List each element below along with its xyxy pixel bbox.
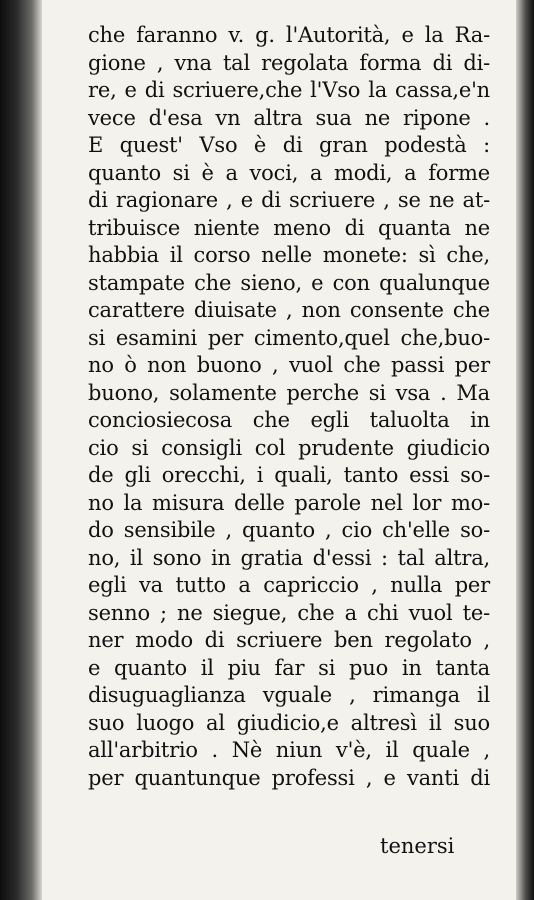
text-line: senno ; ne siegue, che a chi vuol te- — [88, 600, 490, 625]
text-line: carattere diuisate , non consente che — [88, 298, 490, 322]
text-line: all'arbitrio . Nè niun v'è, il quale , — [88, 738, 490, 762]
binding-shadow-left — [0, 0, 42, 900]
text-line: de gli orecchi, i quali, tanto essi so- — [88, 463, 490, 487]
text-line: che faranno v. g. l'Autorità, e la Ra- — [88, 23, 490, 47]
text-line: E quest' Vso è di gran podestà : — [88, 133, 490, 157]
text-line: re, e di scriuere,che l'Vso la cassa,e'n — [88, 78, 490, 102]
text-line: cio si consigli col prudente giudicio — [88, 435, 490, 460]
text-line: no, il sono in gratia d'essi : tal altra, — [88, 545, 490, 570]
text-line: suo luogo al giudicio,e altresì il suo — [88, 710, 490, 735]
text-line: stampate che sieno, e con qualunque — [88, 270, 490, 295]
text-line: ner modo di scriuere ben regolato , — [88, 628, 490, 652]
text-line: tribuisce niente meno di quanta ne — [88, 215, 490, 240]
text-line: egli va tutto a capriccio , nulla per — [88, 573, 490, 597]
text-line: no ò non buono , vuol che passi per — [88, 353, 490, 377]
text-line: habbia il corso nelle monete: sì che, — [88, 243, 490, 267]
text-line: no la misura delle parole nel lor mo- — [88, 490, 490, 515]
text-line: si esamini per cimento,quel che,buo- — [88, 325, 490, 350]
text-line: e quanto il piu far si puo in tanta — [88, 655, 490, 680]
text-line: buono, solamente perche si vsa . Ma — [88, 380, 490, 405]
text-line: do sensibile , quanto , cio ch'elle so- — [88, 518, 490, 542]
body-text — [88, 22, 490, 792]
text-line: quanto si è a voci, a modi, a forme — [88, 160, 490, 185]
page-edge-shadow-right — [516, 0, 534, 900]
text-line: di ragionare , e di scriuere , se ne at- — [88, 188, 490, 212]
text-line: vece d'esa vn altra sua ne ripone . — [88, 105, 490, 130]
text-line: conciosiecosa che egli taluolta in — [88, 408, 490, 432]
catchword: tenersi — [380, 834, 455, 858]
text-line: per quantunque professi , e vanti di — [88, 765, 490, 790]
text-line: gione , vna tal regolata forma di di- — [88, 50, 490, 75]
text-line: disuguaglianza vguale , rimanga il — [88, 683, 490, 707]
